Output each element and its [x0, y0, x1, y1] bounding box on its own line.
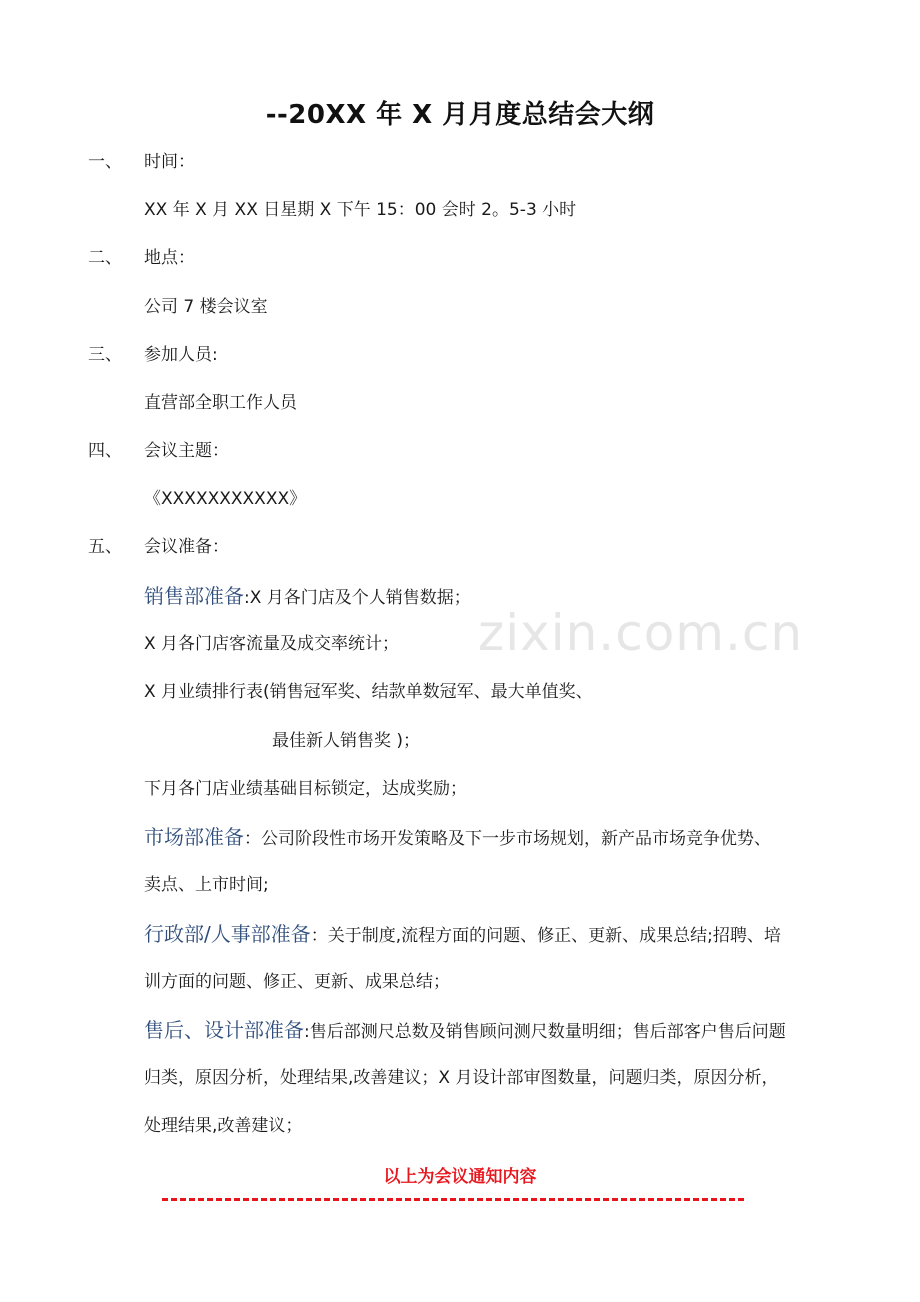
- aftersales-prep-text-1: :售后部测尺总数及销售顾问测尺数量明细；售后部客户售后问题: [304, 1022, 786, 1042]
- section-number-time: 一、: [88, 152, 122, 172]
- sales-prep-text-1: :X 月各门店及个人销售数据；: [244, 588, 471, 608]
- aftersales-dept-heading: 售后、设计部准备: [144, 1018, 304, 1042]
- sales-prep-line-2: X 月各门店客流量及成交率统计；: [144, 634, 400, 654]
- section-number-prep: 五、: [88, 537, 122, 557]
- footer-note: 以上为会议通知内容: [383, 1167, 537, 1187]
- section-content-attendees: 直营部全职工作人员: [144, 393, 297, 413]
- section-content-time: XX 年 X 月 XX 日星期 X 下午 15：00 会时 2。5-3 小时: [144, 200, 577, 220]
- dashed-divider: [162, 1198, 744, 1201]
- section-number-attendees: 三、: [88, 345, 122, 365]
- market-prep-line-1: [144, 825, 771, 851]
- section-heading-prep: 会议准备：: [144, 537, 229, 557]
- admin-dept-heading: 行政部/人事部准备: [144, 922, 311, 946]
- aftersales-prep-line-3: 处理结果,改善建议；: [144, 1116, 303, 1136]
- sales-prep-line-3: X 月业绩排行表(销售冠军奖、结款单数冠军、最大单值奖、: [144, 682, 593, 702]
- market-dept-heading: 市场部准备: [144, 825, 244, 849]
- admin-prep-line-2: 训方面的问题、修正、更新、成果总结；: [144, 972, 450, 992]
- section-heading-theme: 会议主题：: [144, 441, 229, 461]
- watermark: zixin.com.cn: [478, 604, 804, 662]
- market-prep-line-2: 卖点、上市时间;: [144, 875, 269, 895]
- section-heading-attendees: 参加人员:: [144, 345, 218, 365]
- page-title: --20XX 年 X 月月度总结会大纲: [265, 100, 655, 130]
- sales-prep-line-4: 最佳新人销售奖 )；: [272, 731, 421, 751]
- section-heading-place: 地点：: [144, 248, 195, 268]
- aftersales-prep-line-1: [144, 1018, 786, 1044]
- sales-prep-line-5: 下月各门店业绩基础目标锁定，达成奖励；: [144, 779, 467, 799]
- section-content-place: 公司 7 楼会议室: [144, 297, 268, 317]
- section-content-theme: 《XXXXXXXXXXX》: [144, 489, 307, 509]
- admin-prep-line-1: [144, 922, 781, 948]
- admin-prep-text-1: ：关于制度,流程方面的问题、修正、更新、成果总结;招聘、培: [310, 926, 781, 946]
- section-number-theme: 四、: [88, 441, 122, 461]
- section-number-place: 二、: [88, 248, 122, 268]
- sales-dept-heading: 销售部准备: [144, 584, 244, 608]
- section-heading-time: 时间：: [144, 152, 195, 172]
- market-prep-text-1: ：公司阶段性市场开发策略及下一步市场规划，新产品市场竞争优势、: [244, 829, 771, 849]
- sales-prep-line-1: [144, 584, 471, 610]
- aftersales-prep-line-2: 归类，原因分析，处理结果,改善建议；X 月设计部审图数量，问题归类，原因分析，: [144, 1068, 779, 1088]
